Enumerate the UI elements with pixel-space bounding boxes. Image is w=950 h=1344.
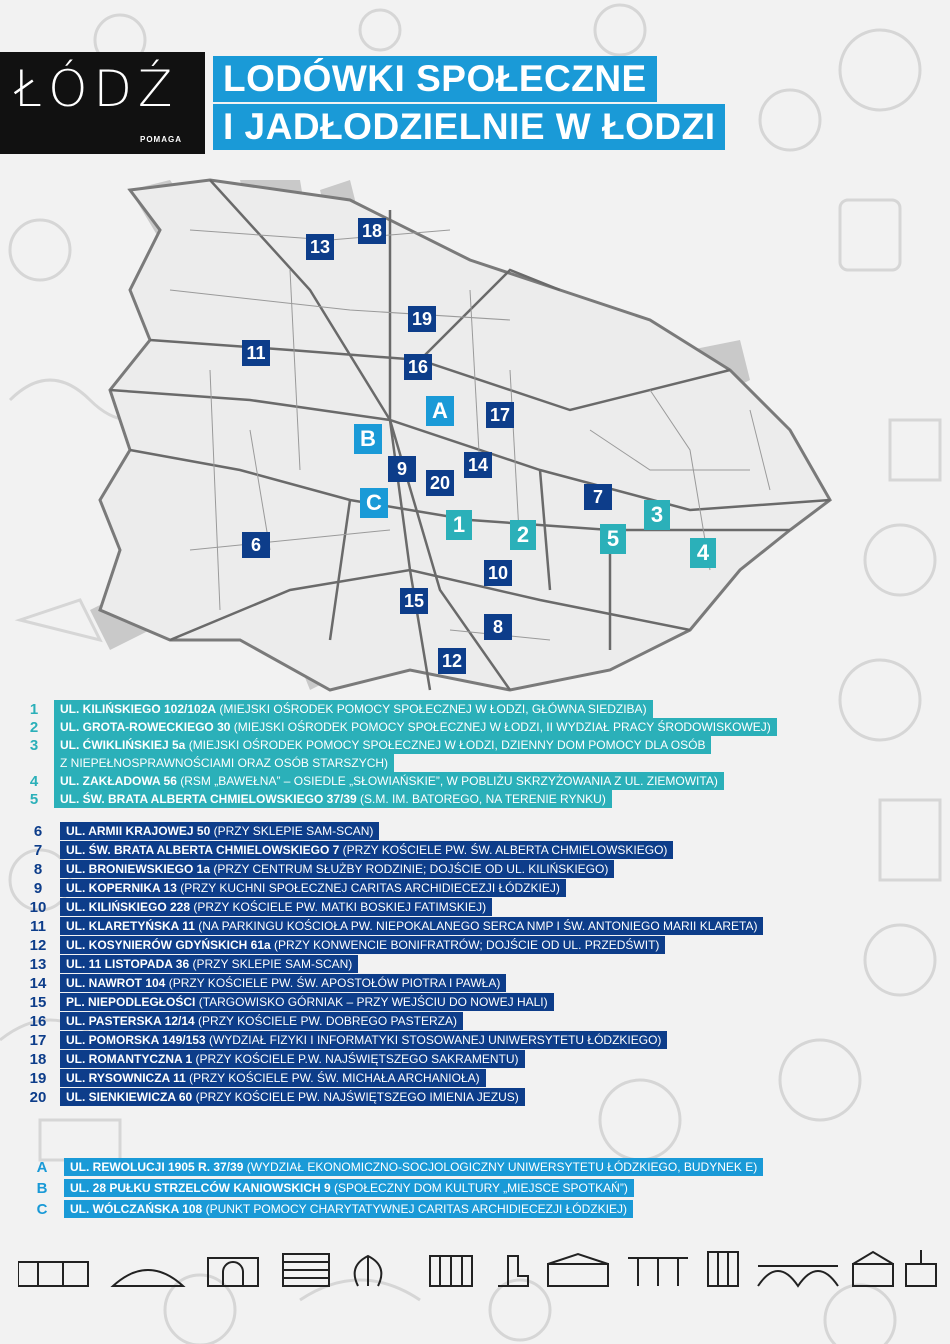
legend-entry: UL. REWOLUCJI 1905 R. 37/39 (WYDZIAŁ EKONOMICZNO-SOCJOLOGICZNY UNIWERSYTETU ŁÓDZKIEGO, BUDYNEK E)	[64, 1158, 763, 1176]
legend-entry: UL. ROMANTYCZNA 1 (PRZY KOŚCIELE P.W. NAJŚWIĘTSZEGO SAKRAMENTU)	[60, 1050, 525, 1068]
legend-number: 15	[29, 993, 47, 1011]
map-marker-13[interactable]: 13	[306, 234, 334, 260]
map-marker-2[interactable]: 2	[510, 520, 536, 550]
legend-entry: UL. 11 LISTOPADA 36 (PRZY SKLEPIE SAM-SCAN)	[60, 955, 358, 973]
map-marker-16[interactable]: 16	[404, 354, 432, 380]
city-logo	[0, 52, 205, 154]
legend-number: 12	[29, 936, 47, 954]
legend-entry: UL. ZAKŁADOWA 56 (RSM „BAWEŁNA” – OSIEDLE „SŁOWIAŃSKIE”, W POBLIŻU SKRZYŻOWANIA Z UL. ZIEMOWITA)	[54, 772, 724, 790]
legend-letter: B	[36, 1179, 48, 1197]
map-marker-8[interactable]: 8	[484, 614, 512, 640]
map-marker-11[interactable]: 11	[242, 340, 270, 366]
legend-entry: UL. PASTERSKA 12/14 (PRZY KOŚCIELE PW. DOBREGO PASTERZA)	[60, 1012, 463, 1030]
gate-icon	[208, 1258, 258, 1286]
tower-block-icon	[708, 1252, 738, 1286]
legend-number: 14	[29, 974, 47, 992]
map-marker-12[interactable]: 12	[438, 648, 466, 674]
map-marker-18[interactable]: 18	[358, 218, 386, 244]
legend-entry: UL. GROTA-ROWECKIEGO 30 (MIEJSKI OŚRODEK POMOCY SPOŁECZNEJ W ŁODZI, II WYDZIAŁ PRACY ŚRODOWISKOWEJ)	[54, 718, 777, 736]
map-marker-B[interactable]: B	[354, 424, 382, 454]
legend-number: 5	[29, 790, 39, 808]
logo-subtitle: POMAGA	[140, 135, 182, 144]
map-marker-19[interactable]: 19	[408, 306, 436, 332]
legend-number: 4	[29, 772, 39, 790]
church-icon	[906, 1250, 936, 1286]
legend-number: 16	[29, 1012, 47, 1030]
legend-number: 19	[29, 1069, 47, 1087]
map-marker-17[interactable]: 17	[486, 402, 514, 428]
map-marker-1[interactable]: 1	[446, 510, 472, 540]
legend-entry-continued: Z NIEPEŁNOSPRAWNOŚCIAMI ORAZ OSÓB STARSZYCH)	[54, 754, 394, 772]
landmark-icons	[18, 1250, 938, 1290]
street-map	[90, 170, 850, 700]
legend-number: 13	[29, 955, 47, 973]
legend-entry: UL. ARMII KRAJOWEJ 50 (PRZY SKLEPIE SAM-SCAN)	[60, 822, 379, 840]
legend-number: 2	[29, 718, 39, 736]
palace-icon	[548, 1254, 608, 1286]
legend-letter: C	[36, 1200, 48, 1218]
legend-entry: UL. BRONIEWSKIEGO 1a (PRZY CENTRUM SŁUŻBY RODZINIE; DOJŚCIE OD UL. KILIŃSKIEGO)	[60, 860, 614, 878]
legend-entry: UL. WÓLCZAŃSKA 108 (PUNKT POMOCY CHARYTATYWNEJ CARITAS ARCHIDIECEZJI ŁÓDZKIEJ)	[64, 1200, 633, 1218]
map-marker-14[interactable]: 14	[464, 452, 492, 478]
legend-number: 11	[30, 917, 46, 935]
legend-entry: UL. KOSYNIERÓW GDYŃSKICH 61a (PRZY KONWENCIE BONIFRATRÓW; DOJŚCIE OD UL. PRZEDŚWIT)	[60, 936, 665, 954]
legend-entry: UL. KOPERNIKA 13 (PRZY KUCHNI SPOŁECZNEJ CARITAS ARCHIDIECEZJI ŁÓDZKIEJ)	[60, 879, 566, 897]
city-map	[90, 170, 850, 700]
legend-entry: UL. NAWROT 104 (PRZY KOŚCIELE PW. ŚW. APOSTOŁÓW PIOTRA I PAWŁA)	[60, 974, 506, 992]
sculpture-icon	[355, 1256, 382, 1286]
legend-number: 6	[33, 822, 43, 840]
legend-number: 9	[33, 879, 43, 897]
legend-entry: PL. NIEPODLEGŁOŚCI (TARGOWISKO GÓRNIAK – PRZY WEJŚCIU DO NOWEJ HALI)	[60, 993, 554, 1011]
map-marker-7[interactable]: 7	[584, 484, 612, 510]
map-marker-5[interactable]: 5	[600, 524, 626, 554]
bridge-icon	[758, 1266, 838, 1286]
townhouse-icon	[430, 1256, 472, 1286]
tree-canopy-icon	[628, 1258, 688, 1286]
legend-entry: UL. POMORSKA 149/153 (WYDZIAŁ FIZYKI I INFORMATYKI STOSOWANEJ UNIWERSYTETU ŁÓDZKIEGO)	[60, 1031, 667, 1049]
arena-icon	[113, 1270, 183, 1286]
legend-number: 10	[29, 898, 47, 916]
legend-number: 7	[33, 841, 43, 859]
legend-number: 18	[29, 1050, 47, 1068]
legend-number: 8	[33, 860, 43, 878]
map-marker-3[interactable]: 3	[644, 500, 670, 530]
legend-entry: UL. KLARETYŃSKA 11 (NA PARKINGU KOŚCIOŁA PW. NIEPOKALANEGO SERCA NMP I ŚW. ANTONIEGO MARII KLARETA)	[60, 917, 763, 935]
legend-entry: UL. ŚW. BRATA ALBERTA CHMIELOWSKIEGO 7 (PRZY KOŚCIELE PW. ŚW. ALBERTA CHMIELOWSKIEGO)	[60, 841, 673, 859]
map-marker-20[interactable]: 20	[426, 470, 454, 496]
manor-icon	[853, 1252, 893, 1286]
train-station-icon	[18, 1262, 88, 1286]
legend-entry: UL. RYSOWNICZA 11 (PRZY KOŚCIELE PW. ŚW. MICHAŁA ARCHANIOŁA)	[60, 1069, 486, 1087]
title-line-1: LODÓWKI SPOŁECZNE	[213, 56, 657, 102]
legend-entry: UL. SIENKIEWICZA 60 (PRZY KOŚCIELE PW. NAJŚWIĘTSZEGO IMIENIA JEZUS)	[60, 1088, 525, 1106]
map-marker-C[interactable]: C	[360, 488, 388, 518]
map-marker-4[interactable]: 4	[690, 538, 716, 568]
legend-letter: A	[36, 1158, 48, 1176]
legend-number: 1	[29, 700, 39, 718]
legend-number: 3	[29, 736, 39, 754]
monument-icon	[498, 1256, 528, 1286]
map-marker-15[interactable]: 15	[400, 588, 428, 614]
map-marker-9[interactable]: 9	[388, 456, 416, 482]
office-building-icon	[283, 1254, 329, 1286]
legend-entry: UL. KILIŃSKIEGO 102/102A (MIEJSKI OŚRODEK POMOCY SPOŁECZNEJ W ŁODZI, GŁÓWNA SIEDZIBA)	[54, 700, 653, 718]
logo-wordmark: ŁÓDŹ	[14, 60, 179, 118]
title-line-2: I JADŁODZIELNIE W ŁODZI	[213, 104, 725, 150]
legend-number: 17	[29, 1031, 47, 1049]
map-marker-10[interactable]: 10	[484, 560, 512, 586]
legend-entry: UL. 28 PUŁKU STRZELCÓW KANIOWSKICH 9 (SPOŁECZNY DOM KULTURY „MIEJSCE SPOTKAŃ”)	[64, 1179, 634, 1197]
map-marker-6[interactable]: 6	[242, 532, 270, 558]
legend-entry: UL. ŚW. BRATA ALBERTA CHMIELOWSKIEGO 37/39 (S.M. IM. BATOREGO, NA TERENIE RYNKU)	[54, 790, 612, 808]
legend-entry: UL. KILIŃSKIEGO 228 (PRZY KOŚCIELE PW. MATKI BOSKIEJ FATIMSKIEJ)	[60, 898, 492, 916]
legend-number: 20	[29, 1088, 47, 1106]
map-marker-A[interactable]: A	[426, 396, 454, 426]
legend-entry: UL. ĆWIKLIŃSKIEJ 5a (MIEJSKI OŚRODEK POMOCY SPOŁECZNEJ W ŁODZI, DZIENNY DOM POMOCY DLA OSÓB	[54, 736, 711, 754]
